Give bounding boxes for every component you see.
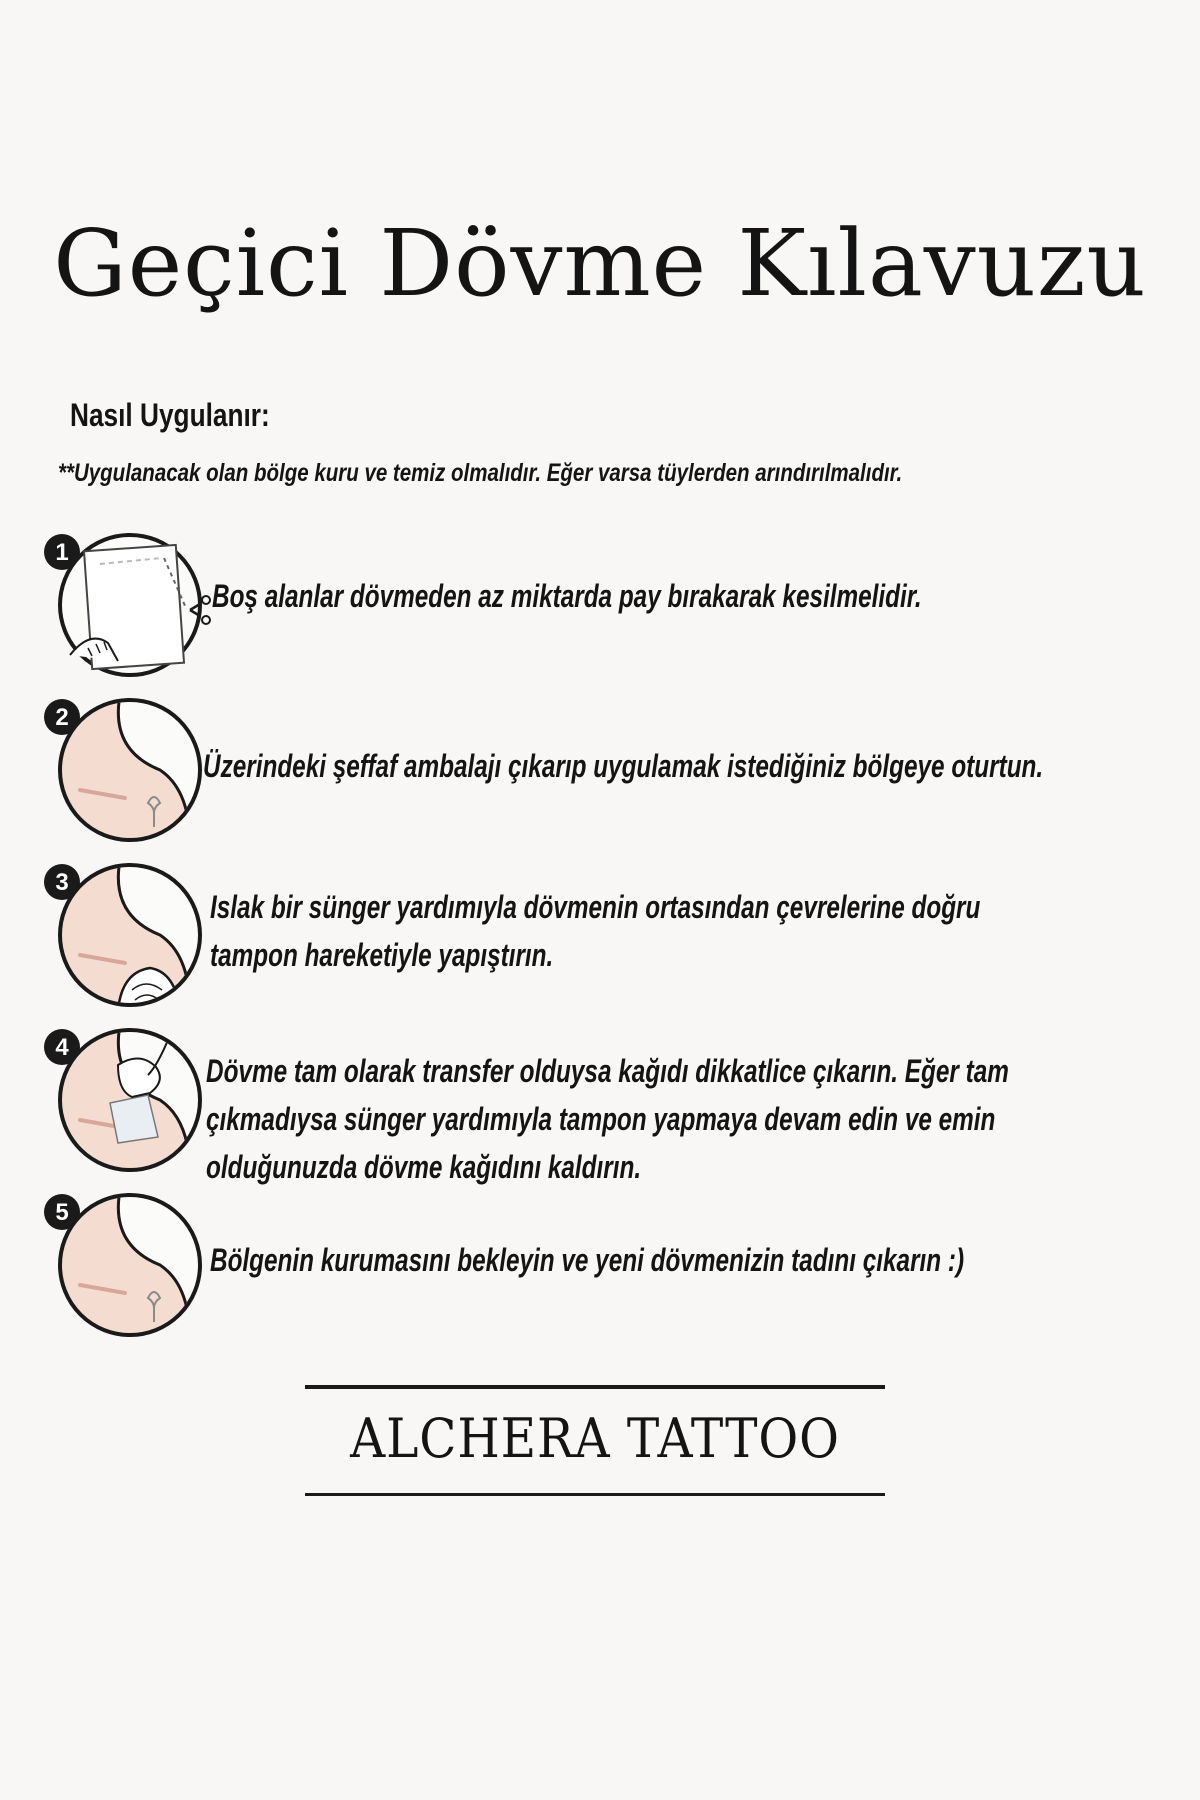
sponge-dab-icon	[40, 860, 200, 1010]
step-5-number-badge: 5	[55, 1199, 69, 1226]
step-3-line-2: tampon hareketiyle yapıştırın.	[210, 937, 554, 973]
brand-logo	[305, 1385, 885, 1497]
peel-paper-icon	[40, 1025, 200, 1175]
step-1-text	[212, 572, 922, 620]
step-2-line-1: Üzerindeki şeffaf ambalajı çıkarıp uygulamak istediğiniz bölgeye oturtun.	[203, 748, 1044, 784]
step-4-number-badge: 4	[55, 1034, 69, 1061]
step-4-line-1: Dövme tam olarak transfer olduysa kağıdı dikkatlice çıkarın. Eğer tam	[206, 1053, 1009, 1089]
step-1-number-badge: 1	[55, 539, 69, 566]
step-2-number-badge: 2	[55, 704, 69, 731]
step-4-line-3: olduğunuzda dövme kağıdını kaldırın.	[206, 1149, 642, 1185]
step-2-text	[203, 742, 1043, 790]
arm-tattoo-place-icon	[40, 695, 200, 845]
step-3-line-1: Islak bir sünger yardımıyla dövmenin ortasından çevrelerine doğru	[210, 889, 981, 925]
brand-name: ALCHERA TATTOO	[350, 1407, 840, 1470]
step-2-illustration	[40, 695, 200, 845]
step-1-illustration	[40, 530, 200, 680]
step-4-text	[206, 1047, 1009, 1191]
step-1-line-1: Boş alanlar dövmeden az miktarda pay bırakarak kesilmelidir.	[212, 578, 922, 614]
step-3-text	[210, 883, 980, 979]
page-title: Geçici Dövme Kılavuzu	[53, 210, 1147, 317]
scissors-cut-icon	[40, 530, 200, 680]
step-5-line-1: Bölgenin kurumasını bekleyin ve yeni dövmenizin tadını çıkarın :)	[210, 1242, 965, 1278]
step-3-illustration	[40, 860, 200, 1010]
step-4-line-2: çıkmadıysa sünger yardımıyla tampon yapmaya devam edin ve emin	[206, 1101, 996, 1137]
preparation-note: **Uygulanacak olan bölge kuru ve temiz olmalıdır. Eğer varsa tüylerden arındırılmalıdır.	[58, 459, 903, 487]
finished-tattoo-icon	[40, 1190, 200, 1340]
step-3-number-badge: 3	[55, 869, 69, 896]
step-4-illustration	[40, 1025, 200, 1175]
logo-bottom-rule	[305, 1493, 885, 1496]
logo-top-rule	[305, 1385, 885, 1389]
step-5-illustration	[40, 1190, 200, 1340]
section-heading: Nasıl Uygulanır:	[70, 397, 270, 433]
step-5-text	[210, 1236, 964, 1284]
